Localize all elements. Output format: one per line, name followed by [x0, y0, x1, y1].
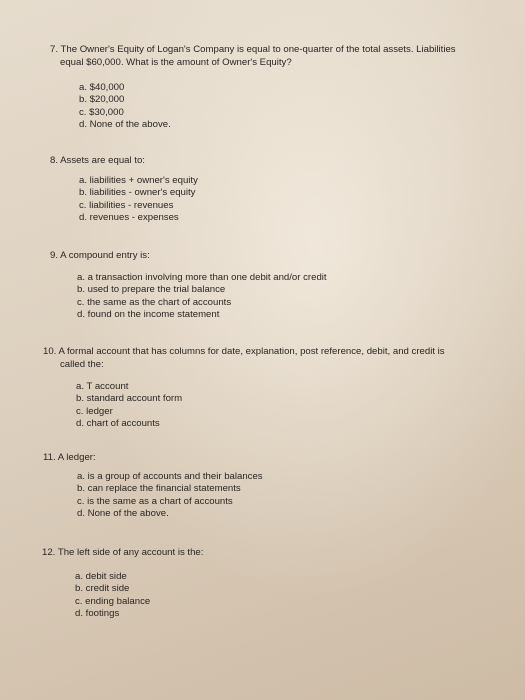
option-a: a. debit side [75, 571, 127, 582]
option-c: c. the same as the chart of accounts [77, 296, 232, 308]
question-8-text [50, 155, 145, 167]
question-8-options [79, 175, 198, 225]
option-d: d. revenues - expenses [79, 212, 179, 224]
option-b: b. liabilities - owner's equity [79, 187, 196, 199]
option-a: a. a transaction involving more than one debit and/or credit [77, 272, 327, 283]
option-c: c. ledger [76, 405, 113, 417]
question-10-number: 10. [43, 346, 57, 357]
question-7-prompt: The Owner's Equity of Logan's Company is equal to one-quarter of the total assets. Liabilities [60, 44, 456, 55]
question-9-options [77, 272, 327, 322]
option-d: d. chart of accounts [76, 418, 160, 430]
option-a: a. T account [76, 381, 129, 392]
question-10-prompt: A formal account that has columns for date, explanation, post reference, debit, and credit is [58, 346, 445, 357]
question-8-prompt: Assets are equal to: [60, 155, 145, 166]
option-b: b. standard account form [76, 393, 183, 405]
question-11-options [77, 471, 263, 521]
option-c: c. $30,000 [79, 106, 124, 118]
question-11-number: 11. [43, 452, 56, 463]
question-10-options [76, 381, 182, 431]
option-c: c. is the same as a chart of accounts [77, 495, 233, 507]
option-b: b. credit side [75, 583, 130, 595]
question-8-number: 8. [50, 155, 59, 166]
option-c: c. liabilities - revenues [79, 199, 174, 211]
option-d: d. None of the above. [79, 119, 171, 131]
question-11-text [43, 452, 96, 464]
question-7-text [50, 44, 456, 56]
question-10-text [43, 346, 445, 358]
option-d: d. found on the income statement [77, 309, 220, 321]
question-9-number: 9. [50, 250, 59, 261]
option-a: a. liabilities + owner's equity [79, 175, 198, 186]
option-b: b. can replace the financial statements [77, 483, 241, 495]
option-b: b. $20,000 [79, 94, 125, 106]
question-7-number: 7. [50, 44, 59, 55]
question-12-number: 12. [42, 547, 56, 558]
option-a: a. $40,000 [79, 82, 125, 93]
option-a: a. is a group of accounts and their balances [77, 471, 263, 482]
question-12-prompt: The left side of any account is the: [57, 547, 204, 558]
option-c: c. ending balance [75, 595, 151, 607]
question-12-options [75, 571, 150, 621]
question-7-options [79, 82, 171, 132]
question-10-prompt-continued: called the: [60, 359, 104, 370]
question-9-prompt: A compound entry is: [60, 250, 150, 261]
question-12-text [42, 547, 203, 559]
option-b: b. used to prepare the trial balance [77, 284, 226, 296]
option-d: d. footings [75, 608, 120, 620]
question-7-prompt-continued: equal $60,000. What is the amount of Owner's Equity? [60, 57, 292, 68]
question-11-prompt: A ledger: [57, 452, 96, 463]
question-9-text [50, 250, 150, 262]
option-d: d. None of the above. [77, 508, 169, 520]
